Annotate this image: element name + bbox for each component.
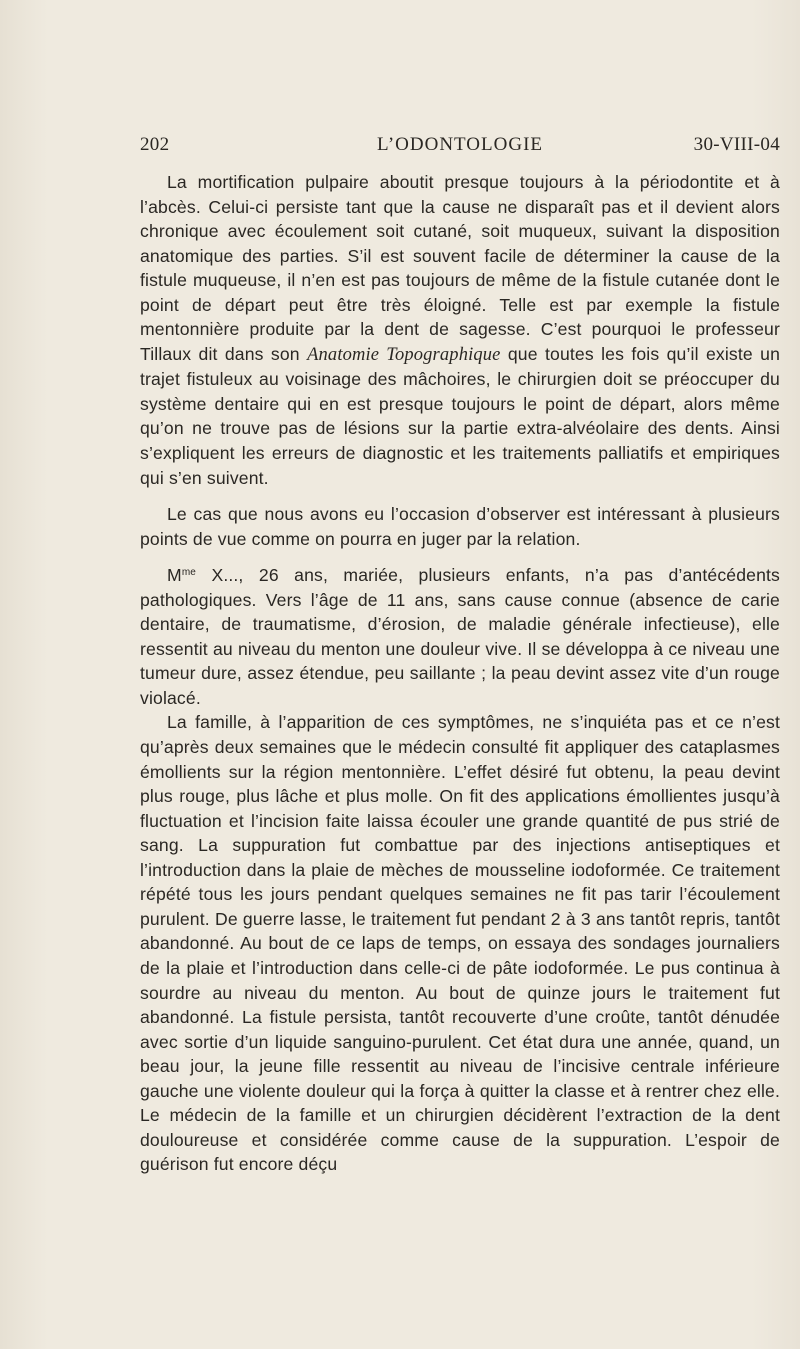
honorific-lead: M [167, 565, 182, 586]
paragraph-4-text: La famille, à l’apparition de ces symptômes, ne s’inquiéta pas et ce n’est qu’après deux semaines que le médecin consulté fit appliquer des cataplasmes émollients sur la région mentonnière. L’effet désiré fut obtenu, la peau devint plus rouge, plus lâche et plus molle. On fit des applications émollientes jusqu’à fluctuation et l’incision faite laissa écouler une grande quantité de pus strié de sang. La suppuration fut combattue par des injections antiseptiques et l’introduction dans la plaie de mèches de mousseline iodoformée. Ce traitement répété tous les jours pendant quelques semaines ne fit pas tarir l’écoulement purulent. De guerre lasse, le traitement fut pendant 2 à 3 ans tantôt repris, tantôt abandonné. Au bout de ce laps de temps, on essaya des sondages journaliers de la plaie et l’introduction dans celle-ci de pâte iodoformée. Le pus continua à sourdre au niveau du menton. Au bout de quinze jours le traitement fut abandonné. La fistule persista, tantôt recouverte d’une croûte, tantôt dénudée avec sortie d’un liquide sanguino-purulent. Cet état dura une année, quand, un beau jour, la jeune fille ressentit au niveau de l’incisive centrale inférieure gauche une violente douleur qui la força à quitter la classe et à rentrer chez elle. Le médecin de la famille et un chirurgien décidèrent l’extraction de la dent douloureuse et considérée comme cause de la suppuration. L’espoir de guérison fut encore déçu [140, 712, 780, 1175]
book-title-italic: Anatomie Topographique [307, 344, 501, 365]
running-title: L’ODONTOLOGIE [376, 134, 544, 155]
paragraph-1 [140, 170, 780, 490]
paragraph-1-text: La mortification pulpaire aboutit presque toujours à la périodontite et à l’abcès. Celui-ci persiste tant que la cause ne disparaît pas et il devient alors chronique avec écoulement soit cutané, soit muqueux, suivant la disposition anatomique des parties. S’il est souvent facile de déterminer la cause de la fistule muqueuse, il n’en est pas toujours de même de la fistule cutanée dont le point de départ peut être très éloigné. Telle est par exemple la fistule mentonnière produite par la dent de sagesse. C’est pourquoi le professeur Tillaux dit dans son [140, 172, 780, 364]
issue-date: 30-VIII-04 [693, 134, 780, 155]
paragraph-2 [140, 502, 780, 551]
paragraph-1-tail: que toutes les fois qu’il existe un trajet fistuleux au voisinage des mâchoires, le chirurgien doit se préoccuper du système dentaire qui en est presque toujours le point de départ, alors même qu’on ne trouve pas de lésions sur la partie extra-alvéolaire des dents. Ainsi s’expliquent les erreurs de diagnostic et les traitements palliatifs et empiriques qui s’en suivent. [140, 343, 781, 488]
paragraph-3 [140, 563, 780, 710]
running-header [140, 134, 780, 162]
honorific-superscript: me [181, 567, 197, 579]
page-number: 202 [140, 134, 170, 155]
body-text [140, 170, 780, 1177]
paragraph-3-text: X..., 26 ans, mariée, plusieurs enfants, n’a pas d’antécédents pathologiques. Vers l’âge de 11 ans, sans cause connue (absence de carie dentaire, de traumatisme, d’érosion, de maladie générale infectieuse), elle ressentit au niveau du menton une douleur vive. Il se développa à ce niveau une tumeur dure, assez étendue, peu saillante ; la peau devint assez vite d’un rouge violacé. [140, 565, 781, 708]
paragraph-2-text: Le cas que nous avons eu l’occasion d’observer est intéressant à plusieurs points de vue comme on pourra en juger par la relation. [140, 504, 780, 549]
paragraph-4 [140, 710, 780, 1176]
